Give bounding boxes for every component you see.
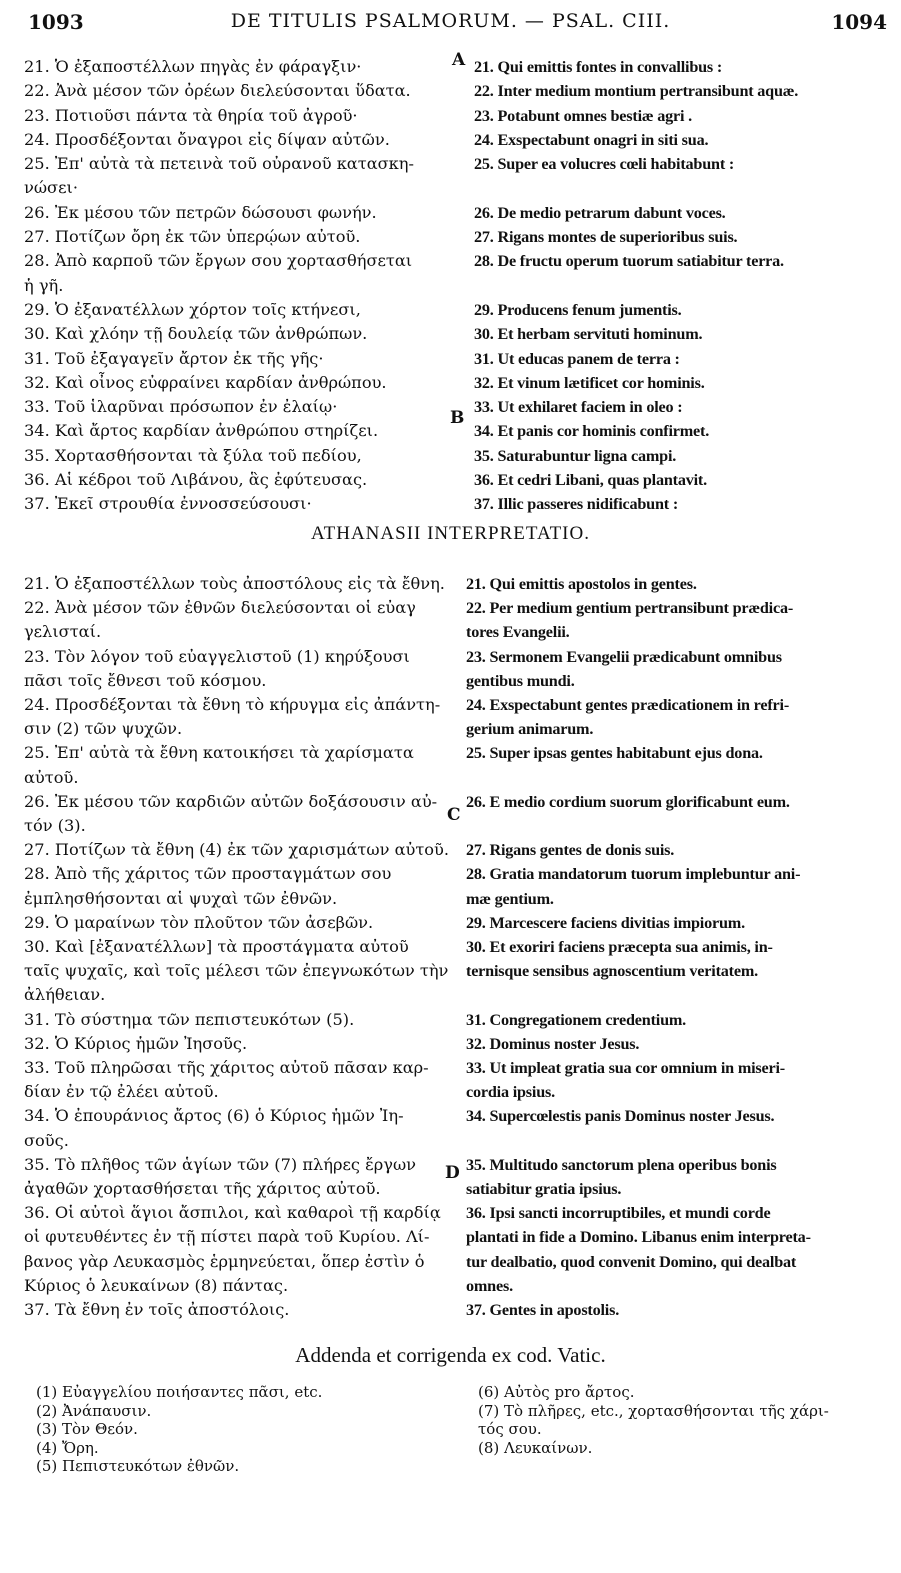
greek-interpretation-line: 29. Ὁ μαραίνων τὸν πλοῦτον τῶν ἀσεβῶν. [24,912,374,932]
greek-interpretation-line: 32. Ὁ Κύριος ἡμῶν Ἰησοῦς. [24,1033,248,1053]
footnote-line: (8) Λευκαίνων. [478,1438,593,1457]
greek-interpretation-line: πᾶσι τοῖς ἔθνεσι τοῦ κόσμου. [24,670,267,690]
latin-interpretation-line: 25. Super ipsas gentes habitabunt ejus dona. [466,744,763,763]
greek-verse-line: 34. Καὶ ἄρτος καρδίαν ἀνθρώπου στηρίζει. [24,421,379,441]
greek-interpretation-line: 30. Καὶ [ἐξανατέλλων] τὰ προστάγματα αὐτοῦ [24,937,409,957]
margin-marker-d: D [445,1163,460,1183]
latin-verse-line: 30. Et herbam servituti hominum. [474,325,703,344]
greek-interpretation-line: ἀγαθῶν χορτασθήσεται τῆς χάριτος αὐτοῦ. [24,1179,381,1199]
interpretation-greek-column [24,572,450,1322]
latin-interpretation-line: 21. Qui emittis apostolos in gentes. [466,575,697,593]
latin-interpretation-line: 28. Gratia mandatorum tuorum implebuntur ani- [466,865,801,884]
latin-verse-line: 33. Ut exhilaret faciem in oleo : [474,398,683,417]
latin-interpretation-line: tur dealbatio, quod convenit Domino, qui dealbat [466,1252,797,1271]
greek-verse-line: 32. Καὶ οἶνος εὐφραίνει καρδίαν ἀνθρώπου. [24,372,387,392]
footnote-line: (1) Εὐαγγελίου ποιήσαντες πᾶσι, etc. [36,1383,323,1401]
greek-verse-line: 33. Τοῦ ἱλαρῦναι πρόσωπον ἐν ἐλαίῳ· [24,397,338,417]
latin-interpretation-line: 29. Marcescere faciens divitias impiorum. [466,913,745,932]
greek-interpretation-line: 23. Τὸν λόγον τοῦ εὐαγγελιστοῦ (1) κηρύξουσι [24,646,410,666]
greek-verse-line: 31. Τοῦ ἐξαγαγεῖν ἄρτον ἐκ τῆς γῆς· [24,348,324,368]
greek-interpretation-line: 28. Ἀπὸ τῆς χάριτος τῶν προσταγμάτων σου [24,864,392,884]
latin-interpretation-line: 23. Sermonem Evangelii prædicabunt omnibus [466,647,782,666]
greek-verse-line: 30. Καὶ χλόην τῇ δουλείᾳ τῶν ἀνθρώπων. [24,324,368,344]
greek-verse-line: ἡ γῆ. [24,275,64,295]
greek-interpretation-line: αὐτοῦ. [24,767,79,787]
latin-verse-line: 26. De medio petrarum dabunt voces. [474,203,726,222]
latin-interpretation-line: 27. Rigans gentes de donis suis. [466,841,675,860]
latin-interpretation-line: 32. Dominus noster Jesus. [466,1034,640,1053]
greek-interpretation-line: γελισταί. [24,622,102,642]
footnote-line: τός σου. [478,1420,542,1438]
greek-interpretation-line: 21. Ὁ ἐξαποστέλλων τοὺς ἀποστόλους εἰς τὰ ἔθνη. [24,574,445,593]
greek-interpretation-line: Κύριος ὁ λευκαίνων (8) πάντας. [24,1275,289,1295]
latin-interpretation-line: 30. Et exoriri faciens præcepta sua animis, in- [466,938,773,957]
latin-interpretation-line [466,766,884,790]
notes-left [36,1383,456,1476]
latin-verse-line: 28. De fructu operum tuorum satiabitur terra. [474,252,784,271]
latin-verse-line: 34. Et panis cor hominis confirmet. [474,422,710,441]
greek-verse-line: 35. Χορτασθήσονται τὰ ξύλα τοῦ πεδίου, [24,445,362,465]
latin-interpretation-line: 22. Per medium gentium pertransibunt prædica- [466,599,794,618]
greek-interpretation-line: 24. Προσδέξονται τὰ ἔθνη τὸ κήρυγμα εἰς ἀπάντη- [24,695,441,715]
greek-verse-line: 28. Ἀπὸ καρποῦ τῶν ἔργων σου χορτασθήσεται [24,251,413,271]
latin-interpretation-line: 33. Ut impleat gratia sua cor omnium in miseri- [466,1059,785,1078]
greek-verse-line: 37. Ἐκεῖ στρουθία ἐννοσσεύσουσι· [24,494,312,514]
greek-interpretation-line: 31. Τὸ σύστημα τῶν πεπιστευκότων (5). [24,1009,355,1029]
latin-interpretation-line [466,814,884,838]
latin-interpretation-line: 37. Gentes in apostolis. [466,1301,620,1320]
latin-interpretation-line: plantati in fide a Domino. Libanus enim interpreta- [466,1228,811,1247]
latin-verse-line: 24. Exspectabunt onagri in siti sua. [474,130,709,149]
greek-verse-line: 23. Ποτιοῦσι πάντα τὰ θηρία τοῦ ἀγροῦ· [24,105,358,125]
latin-interpretation-line: cordia ipsius. [466,1083,555,1102]
margin-marker-c: C [447,805,461,825]
greek-interpretation-line: δίαν ἐν τῷ ἐλέει αὐτοῦ. [24,1082,219,1102]
latin-verse-line: 21. Qui emittis fontes in convallibus : [474,58,723,76]
greek-interpretation-line: 27. Ποτίζων τὰ ἔθνη (4) ἐκ τῶν χαρισμάτων αὐτοῦ. [24,840,450,860]
latin-verse-line: 37. Illic passeres nidificabunt : [474,495,679,514]
greek-verse-line: 36. Αἱ κέδροι τοῦ Λιβάνου, ἃς ἐφύτευσας. [24,470,368,490]
greek-interpretation-line: τόν (3). [24,816,86,836]
page-number-right: 1094 [831,10,887,34]
greek-interpretation-line: οἱ φυτευθέντες ἐν τῇ πίστει παρὰ τοῦ Κυρίου. Λί- [24,1227,430,1247]
greek-verse-line: 22. Ἀνὰ μέσον τῶν ὀρέων διελεύσονται ὕδατα. [24,81,411,101]
greek-interpretation-line: σοῦς. [24,1130,69,1150]
footnote-line: (7) Τὸ πλῆρες, etc., χορτασθήσονται τῆς χάρι- [478,1401,829,1420]
greek-interpretation-line: 37. Τὰ ἔθνη ἐν τοῖς ἀποστόλοις. [24,1300,290,1320]
greek-interpretation-line: 26. Ἐκ μέσου τῶν καρδιῶν αὐτῶν δοξάσουσιν αὐ- [24,791,438,811]
greek-interpretation-line: ἀλήθειαν. [24,985,106,1005]
margin-marker-a: A [452,50,466,70]
greek-interpretation-line: σιν (2) τῶν ψυχῶν. [24,719,183,739]
top-greek-column [24,55,454,517]
latin-interpretation-line: gentibus mundi. [466,671,575,690]
footnote-line: (3) Τὸν Θεόν. [36,1420,138,1438]
latin-interpretation-line: 34. Supercœlestis panis Dominus noster Jesus. [466,1107,775,1126]
page-number-left: 1093 [28,10,84,34]
footnote-line: (2) Ἀνάπαυσιν. [36,1401,152,1420]
footnote-line: (6) Αὐτὸς pro ἄρτος. [478,1383,635,1401]
latin-verse-line: 22. Inter medium montium pertransibunt aquæ. [474,82,799,101]
greek-verse-line: 29. Ὁ ἐξανατέλλων χόρτον τοῖς κτήνεσι, [24,299,361,319]
running-title: DE TITULIS PSALMORUM. — PSAL. CIII. [230,10,671,32]
latin-interpretation-line: omnes. [466,1276,513,1295]
latin-verse-line: 27. Rigans montes de superioribus suis. [474,228,738,247]
latin-verse-line [474,176,889,200]
latin-verse-line [474,274,889,298]
greek-interpretation-line: 25. Ἐπ' αὐτὰ τὰ ἔθνη κατοικήσει τὰ χαρίσματα [24,743,414,763]
greek-interpretation-line: 36. Οἱ αὐτοὶ ἅγιοι ἄσπιλοι, καὶ καθαροὶ τῇ καρδίᾳ [24,1203,441,1223]
greek-verse-line: 27. Ποτίζων ὄρη ἐκ τῶν ὑπερῴων αὐτοῦ. [24,227,361,247]
interpretation-latin-column [466,572,884,1322]
greek-interpretation-line: 34. Ὁ ἐπουράνιος ἄρτος (6) ὁ Κύριος ἡμῶν Ἰη- [24,1106,404,1126]
notes-right [478,1383,888,1457]
greek-interpretation-line: βανος γὰρ Λευκασμὸς ἑρμηνεύεται, ὅπερ ἐστὶν ὁ [24,1251,425,1271]
latin-verse-line: 25. Super ea volucres cœli habitabunt : [474,155,735,174]
latin-interpretation-line: tores Evangelii. [466,623,570,642]
latin-verse-line: 35. Saturabuntur ligna campi. [474,446,677,465]
footnote-line: (5) Πεπιστευκότων ἐθνῶν. [36,1457,240,1475]
addenda-title: Addenda et corrigenda ex cod. Vatic. [295,1343,606,1367]
latin-verse-line: 36. Et cedri Libani, quas plantavit. [474,471,707,490]
greek-verse-line: 25. Ἐπ' αὐτὰ τὰ πετεινὰ τοῦ οὐρανοῦ κατασκη- [24,154,414,174]
latin-verse-line: 29. Producens fenum jumentis. [474,300,682,319]
latin-interpretation-line: 36. Ipsi sancti incorruptibiles, et mundi corde [466,1204,771,1223]
greek-verse-line: 21. Ὁ ἐξαποστέλλων πηγὰς ἐν φάραγξιν· [24,57,362,76]
footnote-line: (4) Ὄρη. [36,1438,99,1457]
greek-verse-line: νώσει· [24,178,78,198]
latin-verse-line: 23. Potabunt omnes bestiæ agri . [474,106,692,125]
section-title: ATHANASII INTERPRETATIO. [311,523,590,544]
latin-verse-line: 32. Et vinum lætificet cor hominis. [474,373,705,392]
greek-interpretation-line: ἐμπλησθήσονται αἱ ψυχαὶ τῶν ἐθνῶν. [24,888,338,908]
latin-interpretation-line: ternisque sensibus agnoscentium veritatem. [466,962,758,981]
latin-interpretation-line: 35. Multitudo sanctorum plena operibus bonis [466,1155,777,1174]
latin-interpretation-line [466,1129,884,1153]
latin-interpretation-line: 24. Exspectabunt gentes prædicationem in refri- [466,696,790,715]
latin-interpretation-line: satiabitur gratia ipsius. [466,1180,622,1199]
greek-interpretation-line: 35. Τὸ πλῆθος τῶν ἁγίων τῶν (7) πλήρες ἔργων [24,1154,417,1174]
latin-interpretation-line: gerium animarum. [466,720,594,739]
greek-interpretation-line: 22. Ἀνὰ μέσον τῶν ἐθνῶν διελεύσονται οἱ εὐαγ [24,598,416,618]
top-latin-column [474,55,889,517]
greek-interpretation-line: ταῖς ψυχαῖς, καὶ τοῖς μέλεσι τῶν ἐπεγνωκότων τὴν [24,961,449,981]
greek-interpretation-line: 33. Τοῦ πληρῶσαι τῆς χάριτος αὐτοῦ πᾶσαν καρ- [24,1058,429,1078]
latin-interpretation-line: 26. E medio cordium suorum glorificabunt eum. [466,792,790,811]
latin-interpretation-line [466,983,884,1007]
greek-verse-line: 24. Προσδέξονται ὄναγροι εἰς δίψαν αὐτῶν. [24,129,390,149]
greek-verse-line: 26. Ἐκ μέσου τῶν πετρῶν δώσουσι φωνήν. [24,202,377,222]
margin-marker-b: B [450,408,465,428]
latin-verse-line: 31. Ut educas panem de terra : [474,349,680,368]
latin-interpretation-line: mæ gentium. [466,889,554,908]
latin-interpretation-line: 31. Congregationem credentium. [466,1010,687,1029]
